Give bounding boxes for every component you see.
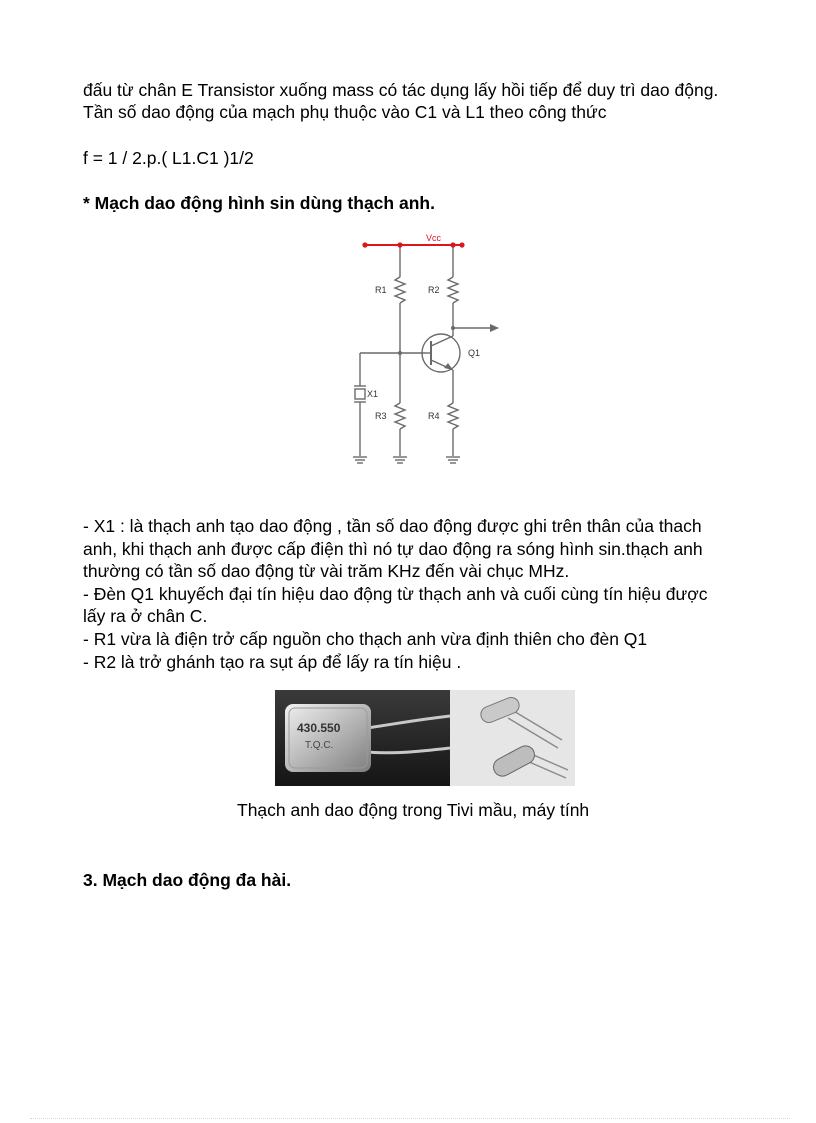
description-line: anh, khi thạch anh được cấp điện thì nó tự dao động ra sóng hình sin.thạch anh bbox=[83, 538, 703, 559]
output-arrow-icon bbox=[490, 324, 499, 332]
crystal-marking-frequency: 430.550 bbox=[297, 721, 341, 735]
crystal-marking-maker: T.Q.C. bbox=[305, 740, 334, 751]
r4-label: R4 bbox=[428, 411, 440, 421]
r3-resistor bbox=[395, 403, 405, 429]
r2-resistor bbox=[448, 277, 458, 303]
base-junction-dot bbox=[398, 351, 402, 355]
intro-line-2: Tần số dao động của mạch phụ thuộc vào C1 và L1 theo công thức bbox=[83, 102, 607, 122]
heading-sine-oscillator: * Mạch dao động hình sin dùng thạch anh. bbox=[83, 193, 435, 213]
x1-crystal bbox=[355, 389, 365, 399]
crystal-photo-right bbox=[450, 690, 575, 786]
vcc-rail-dot-right bbox=[459, 242, 464, 247]
crystal-oscillator-circuit bbox=[340, 228, 510, 473]
r1-label: R1 bbox=[375, 285, 387, 295]
heading-multivibrator: 3. Mạch dao động đa hài. bbox=[83, 870, 292, 890]
description-line: - R2 là trở ghánh tạo ra sụt áp để lấy ra tín hiệu . bbox=[83, 651, 462, 672]
crystal-can bbox=[285, 704, 371, 772]
page-footer-rule bbox=[30, 1118, 790, 1119]
vcc-rail-dot-r1 bbox=[397, 242, 402, 247]
description-line: - R1 vừa là điện trở cấp nguồn cho thạch anh vừa định thiên cho đèn Q1 bbox=[83, 628, 648, 649]
vcc-label: Vcc bbox=[426, 233, 442, 243]
r4-resistor bbox=[448, 403, 458, 429]
description-block bbox=[83, 515, 783, 673]
description-line: thường có tần số dao động từ vài trăm KHz đến vài chục MHz. bbox=[83, 561, 570, 582]
frequency-formula: f = 1 / 2.p.( L1.C1 )1/2 bbox=[83, 148, 254, 168]
output-junction-dot bbox=[451, 326, 455, 330]
photo-caption: Thạch anh dao động trong Tivi mầu, máy tính bbox=[237, 800, 590, 820]
emitter-arrow-icon bbox=[444, 363, 453, 370]
crystal-photo-left bbox=[275, 690, 450, 786]
ground-symbols bbox=[353, 457, 460, 463]
intro-line-1: đấu từ chân E Transistor xuống mass có tác dụng lấy hồi tiếp để duy trì dao động. bbox=[83, 80, 719, 100]
x1-label: X1 bbox=[367, 389, 379, 399]
description-line: lấy ra ở chân C. bbox=[83, 606, 208, 627]
r1-resistor bbox=[395, 277, 405, 303]
vcc-rail-dot-r2 bbox=[450, 242, 455, 247]
r2-label: R2 bbox=[428, 285, 440, 295]
r3-label: R3 bbox=[375, 411, 387, 421]
vcc-rail-dot-left bbox=[362, 242, 367, 247]
q1-label: Q1 bbox=[468, 348, 481, 358]
description-line: - X1 : là thạch anh tạo dao động , tần số dao động được ghi trên thân của thach bbox=[83, 516, 702, 536]
q1-collector-lead bbox=[431, 336, 453, 346]
description-line: - Đèn Q1 khuyếch đại tín hiệu dao động từ thạch anh và cuối cùng tín hiệu được bbox=[83, 583, 708, 604]
